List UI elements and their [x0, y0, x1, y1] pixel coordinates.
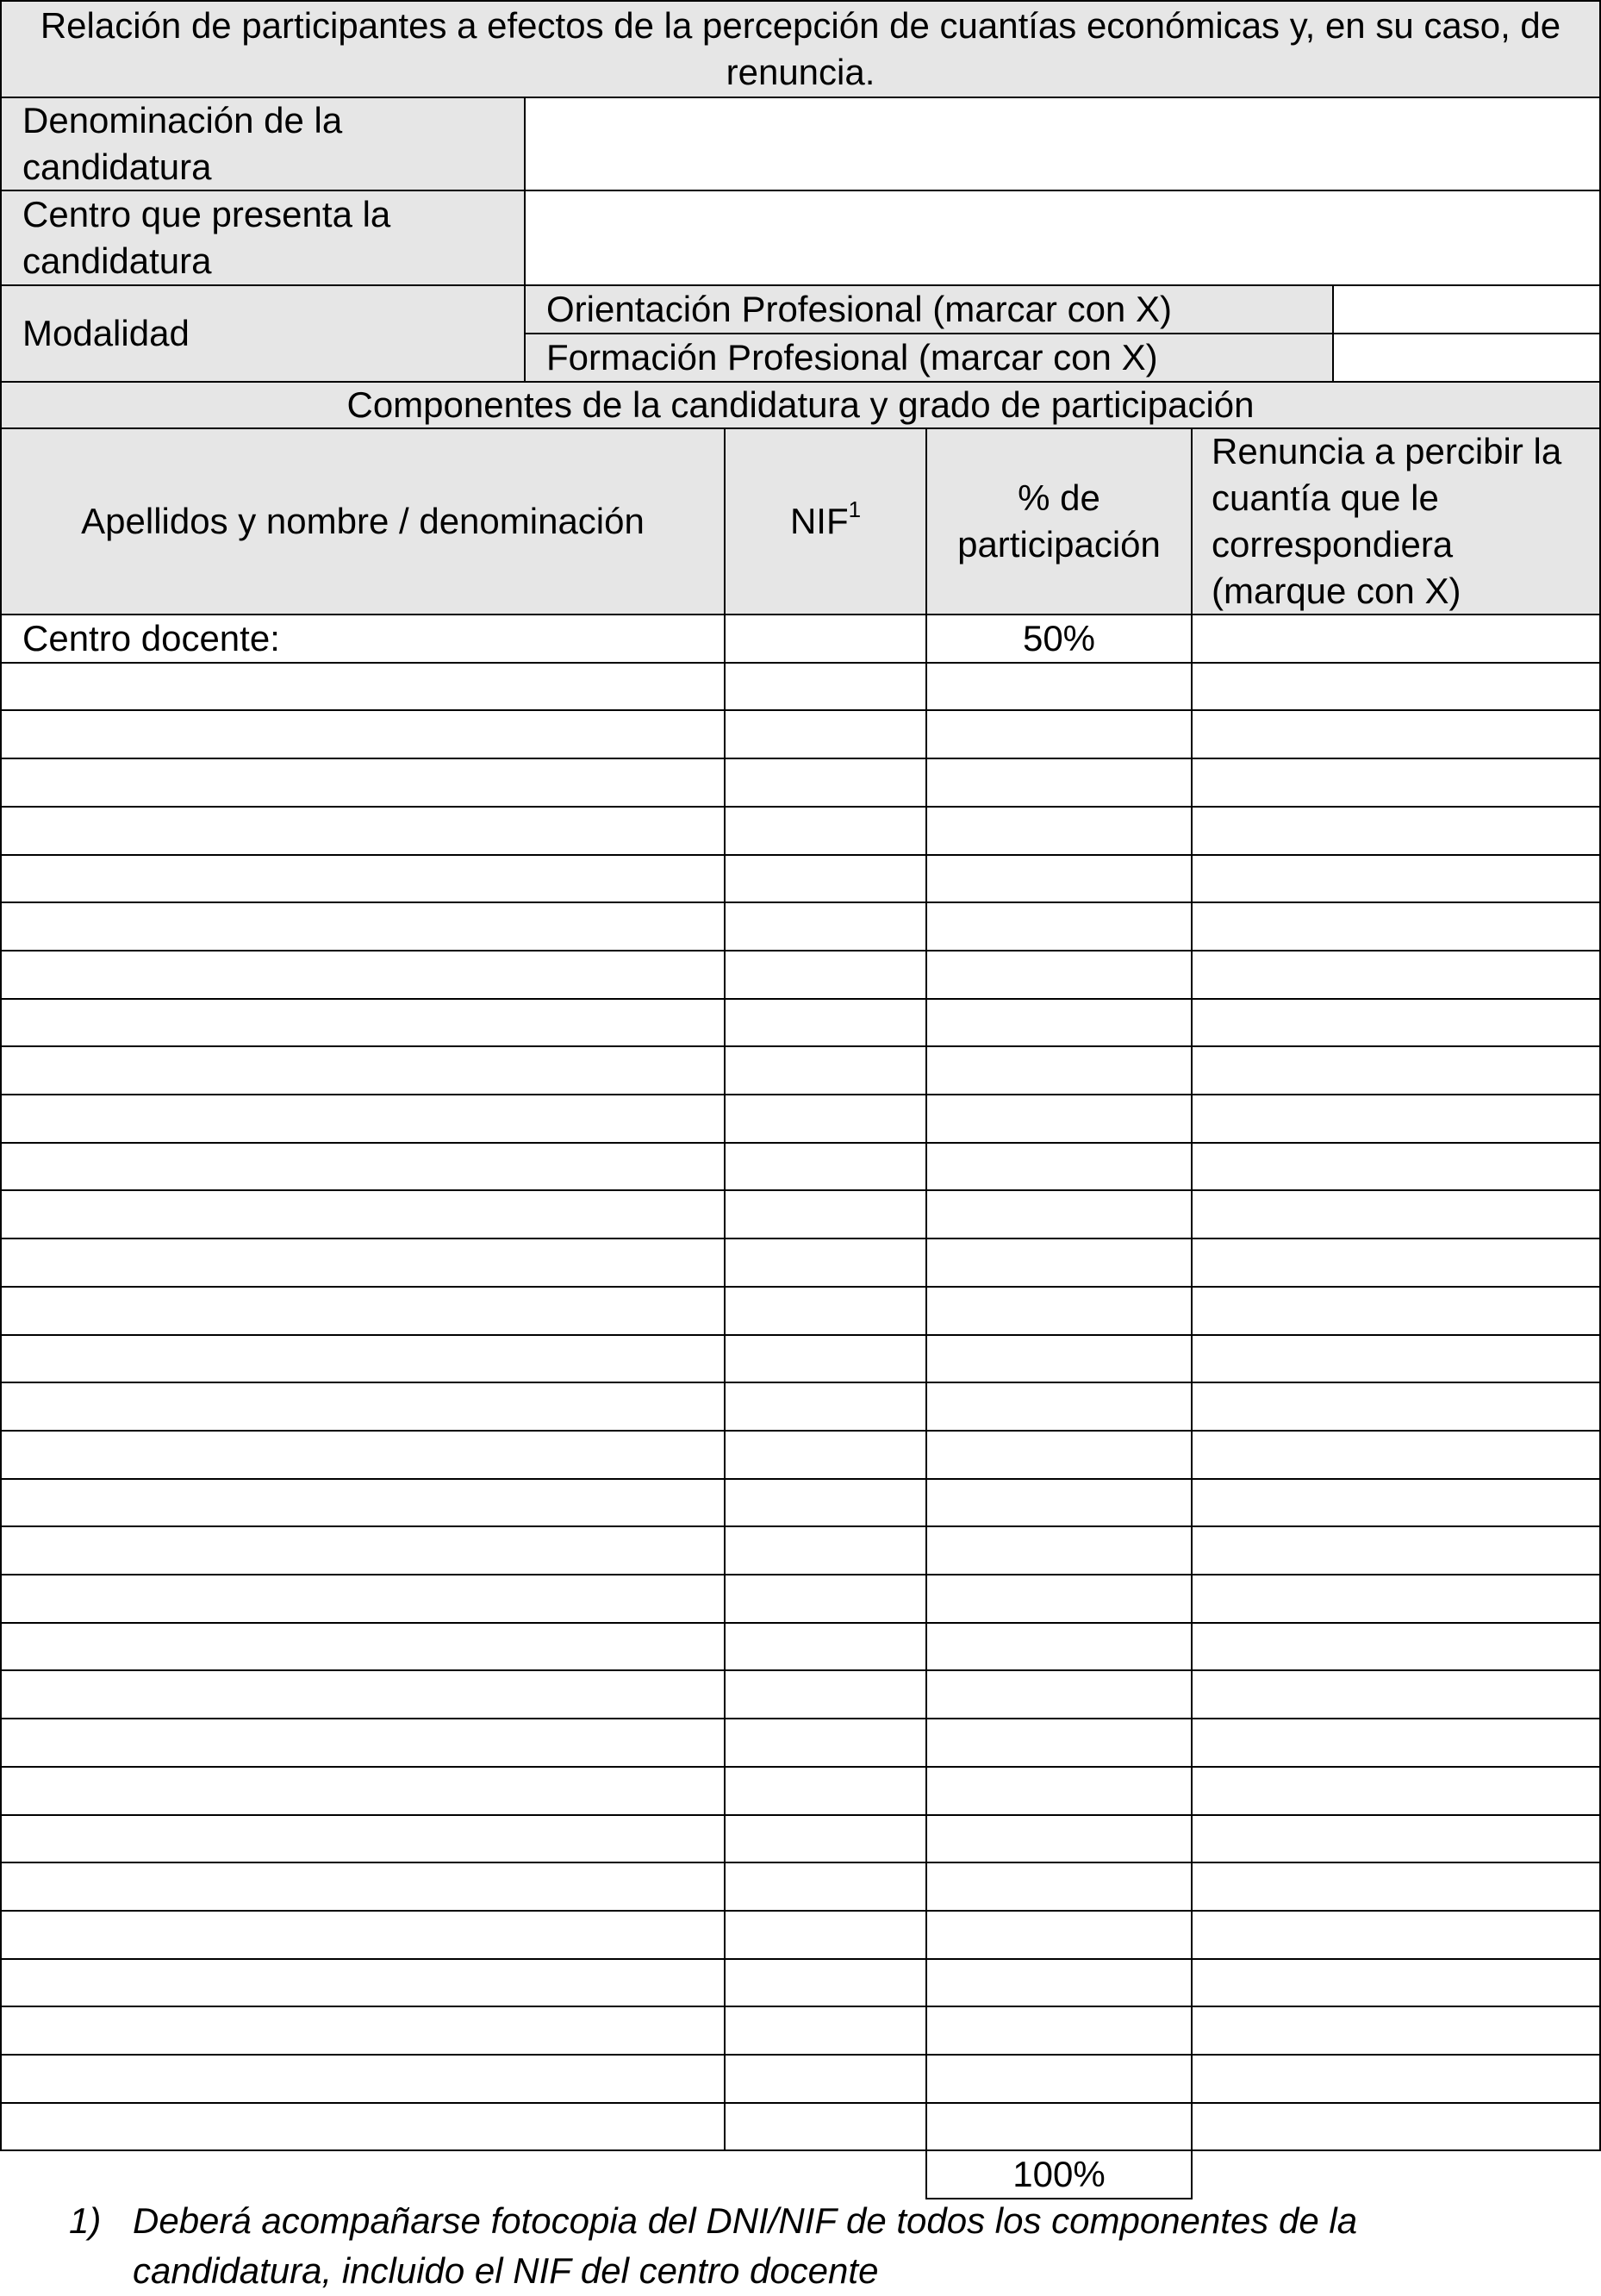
denominacion-label-text: Denominación de la candidatura [22, 100, 343, 187]
footnote-text: Deberá acompañarse fotocopia del DNI/NIF de todos los componentes de la candidatura, incluido el NIF del centro docente [133, 2200, 1358, 2291]
percentage-cell[interactable] [925, 1045, 1193, 1095]
nif-cell[interactable] [724, 998, 927, 1047]
renuncia-cell[interactable] [1191, 1286, 1601, 1336]
centro-label [0, 190, 526, 286]
percentage-cell[interactable] [925, 2102, 1193, 2151]
percentage-cell[interactable] [925, 758, 1193, 808]
percentage-cell[interactable] [925, 1766, 1193, 1816]
renuncia-cell[interactable] [1191, 1718, 1601, 1768]
name-cell[interactable] [0, 1622, 726, 1671]
name-cell[interactable] [0, 854, 726, 903]
name-cell[interactable] [0, 1045, 726, 1095]
header-name [0, 427, 726, 615]
components-section-title-text: Componentes de la candidatura y grado de participación [346, 384, 1255, 425]
name-cell-text: Centro docente: [22, 618, 280, 658]
name-cell[interactable] [0, 950, 726, 1000]
nif-cell[interactable] [724, 1238, 927, 1288]
formacion-label [524, 333, 1334, 383]
nif-cell[interactable] [724, 1525, 927, 1575]
name-cell[interactable] [0, 1525, 726, 1575]
percentage-cell[interactable] [925, 1286, 1193, 1336]
name-cell[interactable] [0, 2102, 726, 2151]
nif-cell[interactable] [724, 854, 927, 903]
renuncia-cell[interactable] [1191, 1382, 1601, 1432]
nif-cell[interactable] [724, 806, 927, 856]
nif-cell[interactable] [724, 1334, 927, 1383]
footnote-number: 1) [69, 2200, 102, 2241]
nif-cell[interactable] [724, 1430, 927, 1480]
percentage-cell[interactable] [925, 1094, 1193, 1144]
header-percentage-text: % de participación [957, 477, 1161, 565]
nif-cell[interactable] [724, 2006, 927, 2056]
name-cell[interactable] [0, 1718, 726, 1768]
nif-cell[interactable] [724, 1094, 927, 1144]
orientacion-label-text: Orientación Profesional (marcar con X) [546, 289, 1172, 329]
name-cell[interactable] [0, 758, 726, 808]
nif-cell[interactable] [724, 1189, 927, 1239]
percentage-cell[interactable] [925, 662, 1193, 711]
percentage-cell[interactable] [925, 1814, 1193, 1863]
nif-cell[interactable] [724, 950, 927, 1000]
name-cell[interactable] [0, 1142, 726, 1191]
percentage-cell[interactable] [925, 709, 1193, 759]
name-cell[interactable] [0, 998, 726, 1047]
name-cell[interactable] [0, 662, 726, 711]
formacion-checkbox-field[interactable] [1332, 333, 1601, 383]
nif-cell[interactable] [724, 1574, 927, 1624]
nif-cell[interactable] [724, 1622, 927, 1671]
renuncia-cell[interactable] [1191, 1094, 1601, 1144]
percentage-cell[interactable] [925, 1958, 1193, 2007]
nif-cell[interactable] [724, 1286, 927, 1336]
name-cell[interactable] [0, 902, 726, 951]
nif-cell[interactable] [724, 614, 927, 664]
renuncia-cell[interactable] [1191, 1430, 1601, 1480]
nif-cell[interactable] [724, 1910, 927, 1960]
name-cell[interactable] [0, 1334, 726, 1383]
modalidad-label-text: Modalidad [22, 313, 190, 353]
percentage-cell[interactable] [925, 998, 1193, 1047]
name-cell[interactable] [0, 1430, 726, 1480]
header-renuncia [1191, 427, 1601, 615]
renuncia-cell[interactable] [1191, 2054, 1601, 2104]
percentage-cell[interactable] [925, 1430, 1193, 1480]
renuncia-cell[interactable] [1191, 1334, 1601, 1383]
percentage-cell[interactable] [925, 1862, 1193, 1912]
renuncia-cell[interactable] [1191, 2102, 1601, 2151]
name-cell[interactable] [0, 1910, 726, 1960]
name-cell[interactable] [0, 1669, 726, 1719]
orientacion-label [524, 284, 1334, 334]
header-nif [724, 427, 927, 615]
nif-cell[interactable] [724, 1958, 927, 2007]
name-cell[interactable] [0, 1574, 726, 1624]
nif-cell[interactable] [724, 1862, 927, 1912]
name-cell [0, 614, 726, 664]
name-cell[interactable] [0, 806, 726, 856]
nif-cell[interactable] [724, 758, 927, 808]
renuncia-cell[interactable] [1191, 806, 1601, 856]
centro-label-text: Centro que presenta la candidatura [22, 194, 391, 281]
nif-cell[interactable] [724, 709, 927, 759]
renuncia-cell[interactable] [1191, 998, 1601, 1047]
percentage-cell[interactable] [925, 1669, 1193, 1719]
percentage-cell[interactable] [925, 950, 1193, 1000]
nif-cell[interactable] [724, 1718, 927, 1768]
name-cell[interactable] [0, 2006, 726, 2056]
renuncia-cell[interactable] [1191, 1910, 1601, 1960]
centro-field[interactable] [524, 190, 1601, 286]
nif-cell[interactable] [724, 1669, 927, 1719]
name-cell[interactable] [0, 1286, 726, 1336]
header-name-text: Apellidos y nombre / denominación [81, 501, 645, 541]
renuncia-cell[interactable] [1191, 1766, 1601, 1816]
renuncia-cell[interactable] [1191, 614, 1601, 664]
renuncia-cell[interactable] [1191, 709, 1601, 759]
renuncia-cell[interactable] [1191, 1622, 1601, 1671]
percentage-cell-text: 50% [1022, 618, 1096, 658]
components-section-title [0, 381, 1601, 429]
renuncia-cell[interactable] [1191, 1142, 1601, 1191]
percentage-cell[interactable] [925, 2006, 1193, 2056]
name-cell[interactable] [0, 1862, 726, 1912]
header-percentage [925, 427, 1193, 615]
name-cell[interactable] [0, 709, 726, 759]
header-nif-text: NIF$^1$ [789, 496, 862, 541]
name-cell[interactable] [0, 2054, 726, 2104]
nif-cell[interactable] [724, 1382, 927, 1432]
nif-cell[interactable] [724, 662, 927, 711]
percentage-cell[interactable] [925, 1718, 1193, 1768]
percentage-cell [925, 614, 1193, 664]
nif-cell[interactable] [724, 902, 927, 951]
formacion-label-text: Formación Profesional (marcar con X) [546, 337, 1158, 377]
percentage-cell[interactable] [925, 902, 1193, 951]
renuncia-cell[interactable] [1191, 1189, 1601, 1239]
percentage-cell[interactable] [925, 1334, 1193, 1383]
renuncia-cell[interactable] [1191, 1478, 1601, 1527]
renuncia-cell[interactable] [1191, 662, 1601, 711]
nif-cell[interactable] [724, 2054, 927, 2104]
renuncia-cell[interactable] [1191, 1045, 1601, 1095]
name-cell[interactable] [0, 1238, 726, 1288]
percentage-cell[interactable] [925, 1525, 1193, 1575]
form-title [0, 0, 1601, 98]
renuncia-cell[interactable] [1191, 902, 1601, 951]
percentage-cell[interactable] [925, 1238, 1193, 1288]
form-title-text: Relación de participantes a efectos de la percepción de cuantías económicas y, en su caso, de renuncia. [40, 5, 1561, 92]
nif-cell[interactable] [724, 1045, 927, 1095]
name-cell[interactable] [0, 1189, 726, 1239]
percentage-cell[interactable] [925, 1382, 1193, 1432]
percentage-cell[interactable] [925, 1622, 1193, 1671]
renuncia-cell[interactable] [1191, 1525, 1601, 1575]
name-cell[interactable] [0, 1382, 726, 1432]
nif-cell[interactable] [724, 2102, 927, 2151]
modalidad-label [0, 284, 526, 383]
name-cell[interactable] [0, 1814, 726, 1863]
percentage-cell[interactable] [925, 1910, 1193, 1960]
denominacion-label [0, 97, 526, 191]
percentage-cell[interactable] [925, 1142, 1193, 1191]
header-renuncia-text: Renuncia a percibir la cuantía que le correspondiera (marque con X) [1212, 431, 1562, 611]
renuncia-cell[interactable] [1191, 1574, 1601, 1624]
total-percentage-text: 100% [1012, 2154, 1106, 2194]
renuncia-cell[interactable] [1191, 1238, 1601, 1288]
renuncia-cell[interactable] [1191, 1862, 1601, 1912]
renuncia-cell[interactable] [1191, 1814, 1601, 1863]
name-cell[interactable] [0, 1958, 726, 2007]
name-cell[interactable] [0, 1478, 726, 1527]
orientacion-checkbox-field[interactable] [1332, 284, 1601, 334]
percentage-cell[interactable] [925, 1574, 1193, 1624]
nif-cell[interactable] [724, 1814, 927, 1863]
renuncia-cell[interactable] [1191, 1958, 1601, 2007]
percentage-cell[interactable] [925, 1189, 1193, 1239]
renuncia-cell[interactable] [1191, 950, 1601, 1000]
name-cell[interactable] [0, 1766, 726, 1816]
renuncia-cell[interactable] [1191, 758, 1601, 808]
nif-cell[interactable] [724, 1478, 927, 1527]
renuncia-cell[interactable] [1191, 854, 1601, 903]
nif-cell[interactable] [724, 1766, 927, 1816]
renuncia-cell[interactable] [1191, 2006, 1601, 2056]
name-cell[interactable] [0, 1094, 726, 1144]
percentage-cell[interactable] [925, 1478, 1193, 1527]
denominacion-field[interactable] [524, 97, 1601, 191]
percentage-cell[interactable] [925, 854, 1193, 903]
total-percentage [925, 2149, 1193, 2199]
percentage-cell[interactable] [925, 806, 1193, 856]
percentage-cell[interactable] [925, 2054, 1193, 2104]
nif-cell[interactable] [724, 1142, 927, 1191]
renuncia-cell[interactable] [1191, 1669, 1601, 1719]
